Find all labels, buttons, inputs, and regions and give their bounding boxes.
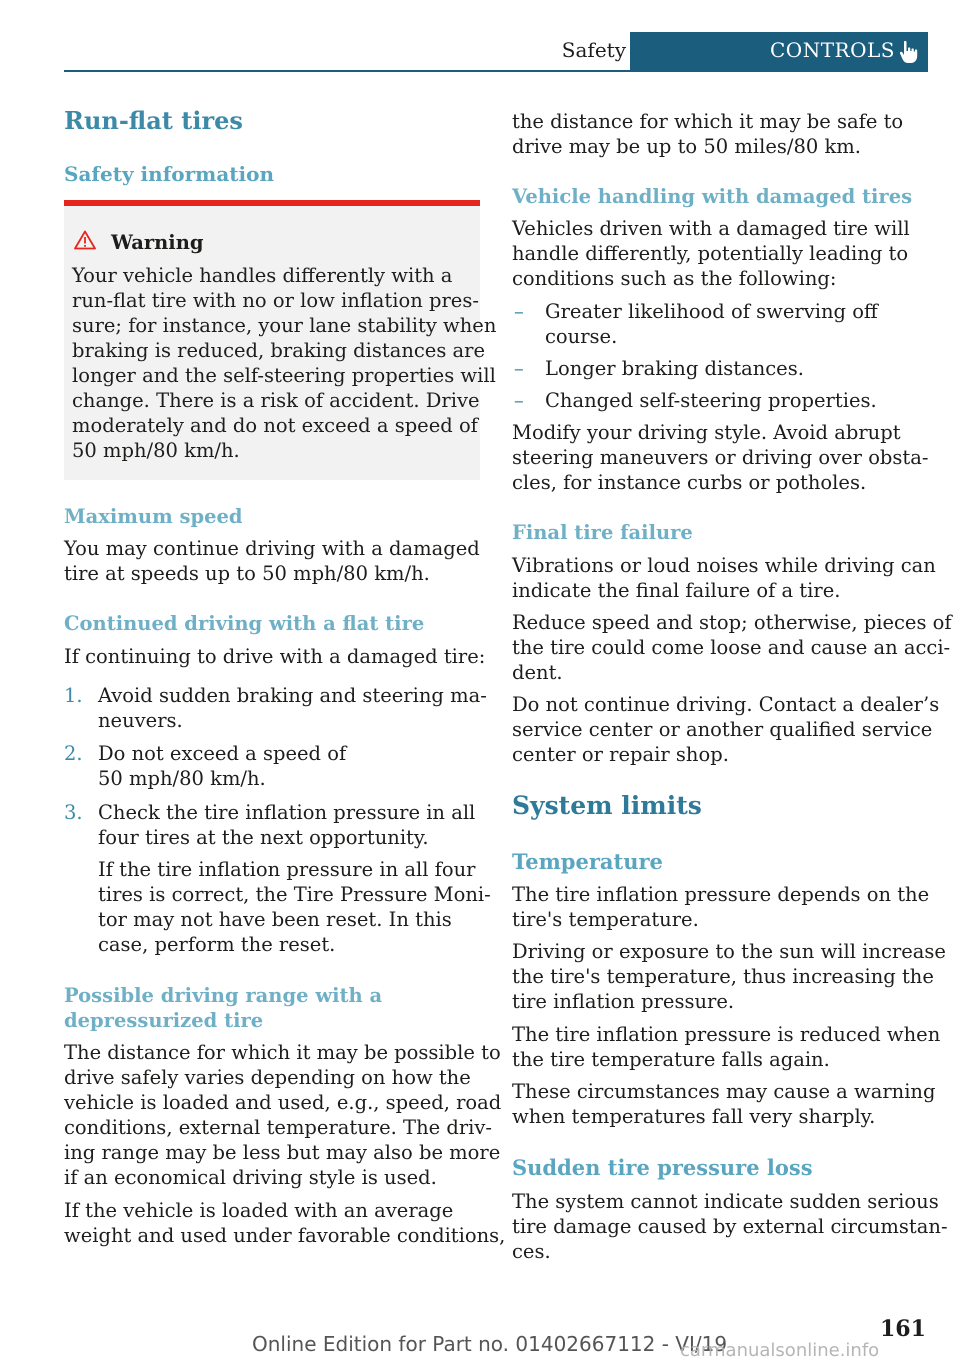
pointing-hand-icon [898,40,920,64]
bullet-mark: – [514,389,524,412]
section-title: Run-flat tires [64,106,243,135]
paragraph-line: Driving or exposure to the sun will increase [512,940,946,963]
paragraph-line: tire inflation pressure. [512,990,735,1013]
paragraph-line: ces. [512,1240,551,1263]
list-note-line: If the tire inflation pressure in all four [98,858,476,881]
page-header [64,32,928,72]
bullet-item-line: Longer braking distances. [545,357,804,380]
paragraph-line: tire at speeds up to 50 mph/80 km/h. [64,562,430,585]
bullet-item-line: Changed self-steering properties. [545,389,877,412]
paragraph-line: indicate the final failure of a tire. [512,579,841,602]
paragraph-line: Do not continue driving. Contact a dealer’s [512,693,940,716]
warning-text-line: Your vehicle handles differently with a [72,264,453,287]
list-note-line: tor may not have been reset. In this [98,908,452,931]
list-number: 3. [64,801,83,824]
paragraph-line: drive safely varies depending on how the [64,1066,471,1089]
safety-information-heading: Safety information [64,162,275,186]
paragraph-line: The tire inflation pressure is reduced when [512,1023,941,1046]
watermark: carmanualsonline.info [680,1340,880,1361]
bullet-mark: – [514,300,524,323]
paragraph-line: conditions such as the following: [512,267,837,290]
list-item-line: Check the tire inflation pressure in all [98,801,476,824]
warning-text-line: moderately and do not exceed a speed of [72,414,478,437]
driving-range-heading: Possible driving range with a [64,984,383,1007]
paragraph-line: Modify your driving style. Avoid abrupt [512,421,901,444]
list-note-line: case, perform the reset. [98,933,336,956]
warning-text-line: braking is reduced, braking distances are [72,339,486,362]
list-number: 2. [64,742,83,765]
paragraph-line: weight and used under favorable conditions, [64,1224,506,1247]
paragraph-line: the distance for which it may be safe to [512,110,904,133]
paragraph-line: the tire temperature falls again. [512,1048,830,1071]
page-number: 161 [880,1316,926,1342]
vehicle-handling-heading: Vehicle handling with damaged tires [512,185,913,208]
paragraph-line: Vibrations or loud noises while driving can [512,554,936,577]
bullet-mark: – [514,357,524,380]
list-item-line: Avoid sudden braking and steering ma- [98,684,487,707]
warning-text-line: change. There is a risk of accident. Drive [72,389,480,412]
chapter-tab [630,32,928,70]
paragraph-line: cles, for instance curbs or potholes. [512,471,867,494]
warning-triangle-icon [74,230,96,250]
paragraph-line: tire damage caused by external circumstan- [512,1215,948,1238]
bullet-item-line: course. [545,325,618,348]
warning-text-line: sure; for instance, your lane stability when [72,314,497,337]
paragraph-line: ing range may be less but may also be more [64,1141,501,1164]
header-rule [64,70,928,72]
maximum-speed-heading: Maximum speed [64,505,243,528]
paragraph-line: the tire's temperature, thus increasing the [512,965,934,988]
warning-text-line: longer and the self-steering properties will [72,364,496,387]
paragraph-line: drive may be up to 50 miles/80 km. [512,135,861,158]
warning-text-line: run-flat tire with no or low inflation pres- [72,289,479,312]
system-limits-heading: System limits [512,791,702,820]
warning-label: Warning [111,231,204,254]
paragraph-line: The tire inflation pressure depends on the [512,883,930,906]
bullet-item-line: Greater likelihood of swerving off [545,300,878,323]
paragraph-line: Vehicles driven with a damaged tire will [512,217,910,240]
list-item-line: Do not exceed a speed of [98,742,347,765]
paragraph-line: Reduce speed and stop; otherwise, pieces of [512,611,952,634]
paragraph-line: You may continue driving with a damaged [64,537,480,560]
paragraph-line: dent. [512,661,563,684]
paragraph-line: handle differently, potentially leading to [512,242,909,265]
paragraph-line: service center or another qualified service [512,718,933,741]
warning-box [64,200,497,480]
paragraph-line: If the vehicle is loaded with an average [64,1199,454,1222]
paragraph-line: the tire could come loose and cause an acci- [512,636,951,659]
paragraph-line: The distance for which it may be possible to [64,1041,501,1064]
temperature-heading: Temperature [512,849,663,874]
paragraph-line: if an economical driving style is used. [64,1166,437,1189]
paragraph-line: These circumstances may cause a warning [512,1080,936,1103]
final-tire-failure-heading: Final tire failure [512,521,693,544]
paragraph-line: vehicle is loaded and used, e.g., speed, road [64,1091,502,1114]
paragraph-line: If continuing to drive with a damaged tire: [64,645,486,668]
edition-note: Online Edition for Part no. 01402667112 - VI/19 [252,1332,728,1356]
list-note-line: tires is correct, the Tire Pressure Moni- [98,883,491,906]
driving-range-heading: depressurized tire [64,1009,264,1032]
sudden-pressure-loss-heading: Sudden tire pressure loss [512,1155,813,1180]
paragraph-line: when temperatures fall very sharply. [512,1105,876,1128]
list-item-line: 50 mph/80 km/h. [98,767,266,790]
list-item-line: neuvers. [98,709,183,732]
paragraph-line: center or repair shop. [512,743,729,766]
paragraph-line: steering maneuvers or driving over obsta- [512,446,929,469]
paragraph-line: The system cannot indicate sudden serious [512,1190,939,1213]
paragraph-line: conditions, external temperature. The driv- [64,1116,493,1139]
continued-driving-heading: Continued driving with a flat tire [64,612,425,635]
page-footer [0,1310,960,1362]
warning-text-line: 50 mph/80 km/h. [72,439,240,462]
chapter-label: CONTROLS [770,38,895,62]
list-number: 1. [64,684,83,707]
section-label: Safety [561,38,626,62]
list-item-line: four tires at the next opportunity. [98,826,429,849]
paragraph-line: tire's temperature. [512,908,699,931]
